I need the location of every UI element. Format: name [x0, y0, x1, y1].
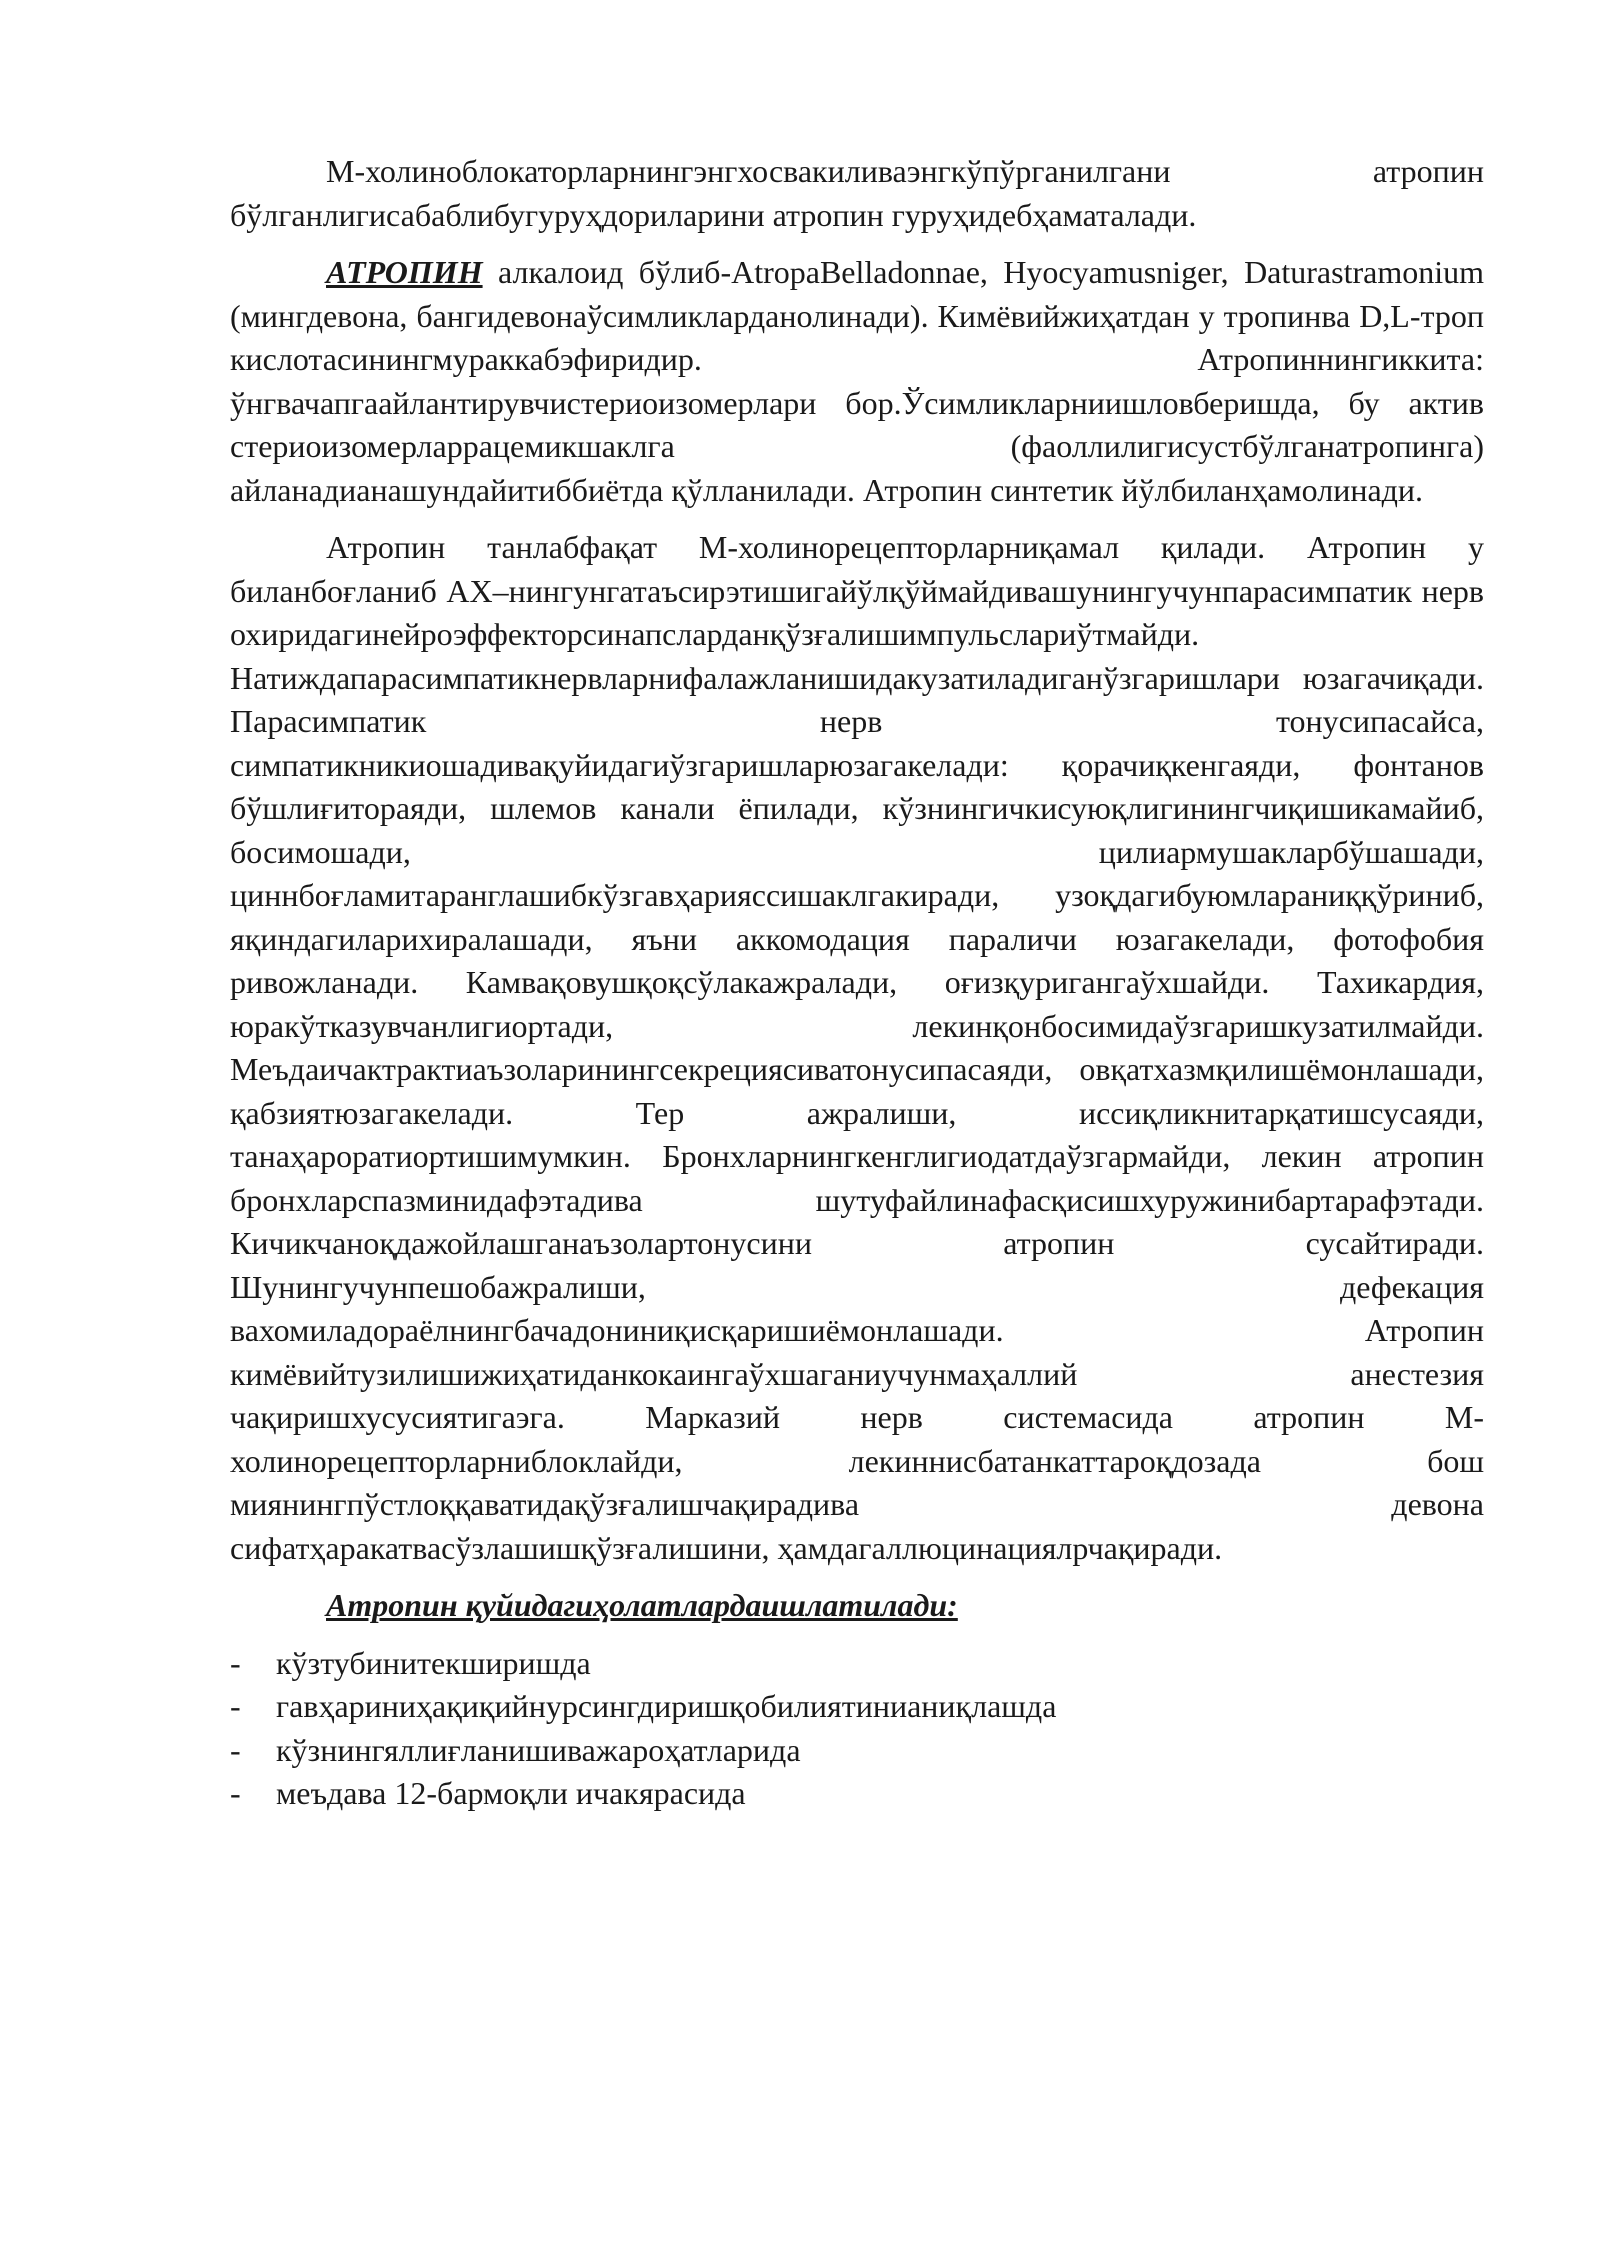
list-item-text: гавҳариниҳақиқийнурсингдиришқобилиятинианиқлашда	[276, 1688, 1057, 1724]
paragraph-intro	[230, 150, 1484, 237]
list-item-text: кўзтубинитекширишда	[276, 1644, 591, 1681]
paragraph-mechanism-text: Атропин танлабфақат М-холинорецепторларниқамал қилади. Атропин у биланбоғланиб АХ–нингунгатаъсирэтишигайўлқўймайдивашунингучунпарасимпатик нерв охиридагинейроэффекторсинапсларданқўзғалишимпульслариўтмайди. Натиждапарасимпатикнервларнифалажланишидакузатиладиганўзгаришлари юзагачиқади. Парасимпатик нерв тонусипасайса, симпатикникиошадивақуйидагиўзгаришларюзагакелади: қорачиқкенгаяди, фонтанов бўшлиғитораяди, шлемов канали ёпилади, кўзнингичкисуюқлигинингчиқишикамайиб, босимошади, цилиармушакларбўшашади, циннбоғламитаранглашибкўзгавҳарияссишаклгакиради, узоқдагибуюмлараниққўриниб, яқиндагиларихиралашади, яъни аккомодация параличи юзагакелади, фотофобия ривожланади. Камвақовушқоқсўлакажралади, оғизқуригангаўхшайди. Тахикардия, юракўтказувчанлигиортади, лекинқонбосимидаўзгаришкузатилмайди. Меъдаичактрактиаъзоларинингсекрециясиватонусипасаяди, овқатхазмқилишёмонлашади, қабзиятюзагакелади. Тер ажралиши, иссиқликнитарқатишсусаяди, танаҳароратиортишимумкин. Бронхларнингкенглигиодатдаўзгармайди, лекин атропин бронхларспазминидафэтадива шутуфайлинафасқисишхуружинибартарафэтади. Кичикчаноқдажойлашганаъзолартонусини атропин сусайтиради. Шунингучунпешобажралиши, дефекация вахомиладораёлнингбачадониниқисқаришиёмонлашади. Атропин кимёвийтузилишижиҳатиданкокаингаўхшаганиучунмаҳаллий анестезия чақиришхусусиятигаэга. Марказий нерв системасида атропин М-холинорецепторларниблоклайди, лекиннисбатанкаттароқдозада бош миянингпўстлоққаватидақўзғалишчақирадива девона сифатҳаракатвасўзлашишқўзғалишини, ҳамдагаллюцинациялрчақиради.	[230, 529, 1484, 1566]
atropine-lead-term: АТРОПИН	[326, 254, 483, 290]
paragraph-intro-text: М-холиноблокаторларнингэнгхосвакиливаэнгкўпўрганилгани атропин бўлганлигисабаблибугуруҳдориларини атропин гуруҳидебҳаматалади.	[230, 153, 1484, 233]
section-heading-indications: Атропин қуйидагиҳолатлардаишлатилади:	[326, 1587, 958, 1623]
list-item-text: меъдава 12-бармоқли ичакярасида	[276, 1775, 746, 1811]
paragraph-atropine-definition-text: алкалоид бўлиб-AtropaBelladonnae, Hyocyamusniger, Daturastramonium (мингдевона, бангидевонаўсимликларданолинади). Кимёвийжиҳатдан у тропинва D,L-троп кислотасинингмураккабэфиридир. Атропиннингиккита: ўнгвачапгаайлантирувчистериоизомерлари бор.Ўсимликларниишловберишда, бу актив стериоизомерларрацемикшаклга (фаоллилигисустбўлганатропинга) айланадианашундайитиббиётда қўлланилади. Атропин синтетик йўлбиланҳамолинади.	[230, 254, 1484, 508]
list-item-text: кўзнингяллиғланишиважароҳатларида	[276, 1731, 801, 1768]
paragraph-atropine-definition	[230, 251, 1484, 512]
paragraph-mechanism	[230, 526, 1484, 1570]
list-dash: -	[230, 1731, 241, 1768]
list-dash: -	[230, 1644, 241, 1681]
list-dash: -	[230, 1688, 241, 1724]
list-item	[230, 1729, 1484, 1773]
list-item	[230, 1642, 1484, 1686]
list-dash: -	[230, 1775, 241, 1811]
list-item	[230, 1772, 1484, 1816]
list-item	[230, 1685, 1484, 1729]
indications-list	[230, 1642, 1484, 1816]
